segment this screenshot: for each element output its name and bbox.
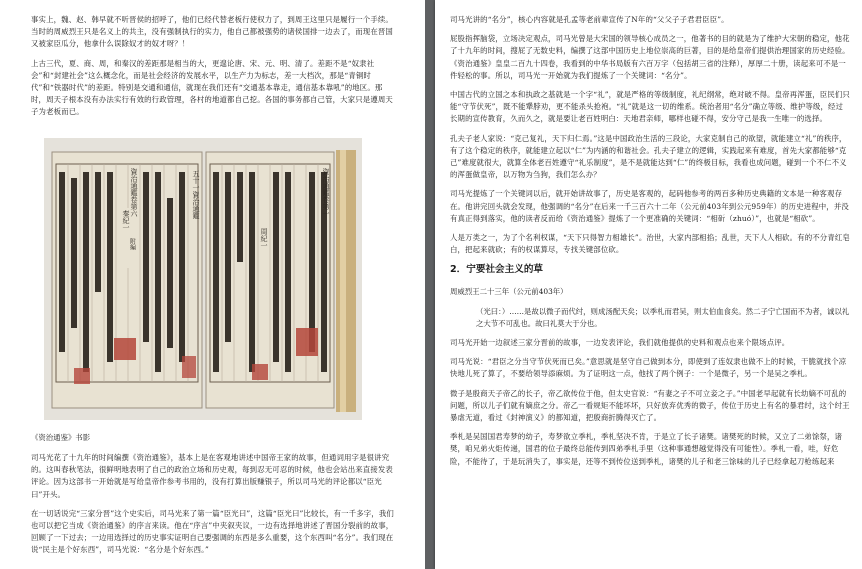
section-heading: 2．宁要社会主义的草 — [450, 264, 544, 276]
paragraph: 季札是吴国国君寿梦的幼子，寿梦欲立季札，季札坚决不肯，于是立了长子诸樊。诸樊死的时候，又立了二弟馀祭，诸樊，咱兄弟火炬传递，国君的位子最终总能传到四弟季札手里（这种事通想越觉得没有可能性）。季札一看，哇，好危险，不能待了，于是玩消失了，事实是，还等不到传位送到季札，诸樊的儿子和老三馀味的儿子已经拿起刀枪练起来 — [450, 432, 843, 466]
right-book-heading: 秦紀一 — [122, 210, 130, 231]
paragraph: 人是万类之一，为了个名利权谋，“天下只得智力相雄长”。治世，大家内部相掐；乱世，天下人人相砍。有的不分青红皂白，把起来就砍；有的权谋算尽，专找关键部位砍。 — [450, 233, 850, 255]
left-top-text — [31, 14, 397, 126]
paragraph: 事实上，魏、赵、韩早就不听晋侯的招呼了，他们已经代替老板行使权力了，到周王这里只是履行一个手续。当时的周威烈王只是名义上的共主，没有强制执行的实力，他自己都被强势的诸侯国排一边去了，而现在晋国又被家臣瓜分，他拿什么误除奴才的奴才呀？！ — [31, 15, 393, 49]
block-quote: （光曰：）……是故以微子而代纣，则成汤配天矣；以季札而君吴，则太伯血食矣。然二子宁亡国而不为者，诚以礼之大节不可乱也。故曰礼莫大于分也。 — [476, 306, 850, 328]
left-book-label: 五十一資治通鑑 — [192, 170, 200, 219]
paragraph: 司马光说：“君臣之分当守节伏死而已矣。”意思就是坚守自己做到本分，即使到了连奴隶也做不上的时候，干脆就找个凉快地儿死了算了，不要给领导添麻烦。为了证明这一点，他找了两个例子：一个是微子，另一个是吴之季札。 — [450, 357, 847, 379]
paragraph: 孔夫子老人家说：“克己复礼，天下归仁焉。”这是中国政治生活的三段论，大家克制自己的欲望，就能建立“礼”的秩序，有了这个稳定的秩序，就能建立起以“仁”为内涵的和谐社会。孔夫子建立的逻辑，实践起来有难度，首先大家都能够“克己”难度就很大，就算全体老百姓遵守“礼乐制度”，是不是就能达到“仁”的终极目标，我看也成问题，碰到一个不仁不义的浑蛋做皇帝，以万物为刍狗，我们怎么办？ — [450, 133, 847, 180]
photo-caption: 《资治通鉴》书影 — [31, 433, 91, 442]
right-page — [435, 0, 862, 569]
page-gutter — [425, 0, 435, 569]
paragraph: 司马光讲的“名分”，核心内容就是孔孟等老前辈宣传了N年的“父父子子君君臣臣”。 — [450, 15, 729, 24]
left-page — [0, 0, 425, 569]
paragraph: 在一切话说完“三家分晋”这个史实后，司马光来了第一篇“臣光曰”，这篇“臣光曰”比较长，有一千多字，我们也可以把它当成《资治通鉴》的序言来读。他在“序言”中夹叙夹议，一边有选择地讲述了晋国分裂前的故事，回顾了一下过去；一边用选择过的历史事实证明自己要强调的东西是多么重要，这个东西叫“名分”。我们现在说“民主是个好东西”，司马光说：“名分是个好东西。” — [31, 508, 394, 555]
left-book-heading: 周紀一 — [260, 228, 268, 249]
paragraph: 司马光开始一边叙述三家分晋前的故事，一边发表评论，我们就他提供的史料和观点也来个限场点评。 — [450, 338, 790, 348]
book-photo — [44, 138, 362, 420]
paragraph: 司马光提炼了一个关键词以后，就开始讲故事了，历史是客观的，起码他参考的两百多种历史典籍的文本是一种客观存在。他讲完回头就会发现，他强调的“名分”在后来一千三百六十二年（公元前403年到公元959年）的历史进程中，并没有真正得到落实，他的读者反而给《资治通鉴》提炼了一个更准确的关键词：“相斫（zhuó）”，也就是“相砍”。 — [450, 189, 849, 223]
right-text — [450, 14, 850, 475]
book-photo-image — [44, 138, 362, 420]
paragraph: 微子是殷商天子帝乙的长子，帝乙欲传位于他，但太史官说：“有妻之子不可立妾之子。”中国老早起就有长幼嫡不可乱的问题，所以儿子们就有嫡庶之分。帝乙一看规矩不能坏坏，只好放弃优秀的微子，传位于历史上有名的暴君纣，这个纣王暴虐无道，看过《封神演义》的都知道，把殷商折腾得灭亡了。 — [450, 388, 850, 423]
paragraph: 司马光花了十九年的时间编撰《资治通鉴》，基本上是在客观地讲述中国帝王家的故事，但通词用字是很讲究的。这叫春秋笔法，很鲜明地表明了自己的政治立场和历史观，每到忍无可忍的时候，他也会站出来直接发表评论。因为这部书一开始就是写给皇帝作参考书用的，没有打算出版赚银子，所以司马光的评论都以“臣光曰”开头。 — [31, 453, 393, 499]
left-bottom-text — [31, 452, 397, 564]
paragraph: 中国古代的立国之本和执政之基就是一个字“礼”，就是严格的等级制度，礼纪纲常，绝对破不得。皇帝再浑蛋，臣民们只能“守节伏死”，既不能犟脖劝，更不能杀头抢袍。“礼”就是这一切的维系。统治者用“名分”确立等级、维护等级，经过长期的宣传教育，久而久之，就是要让老百姓明白：天地君亲师，哪样也碰不得，安分守己是我一生唯一的选择。 — [450, 90, 850, 124]
right-book-sub: 附編 — [128, 238, 136, 250]
paragraph: 屁股指挥脑袋，立场决定观点，司马光曾是大宋国的领导核心成员之一，他著书的目的就是为了维护大宋朝的稳定，他花了十九年的时间，搜屁了无数史料，编撰了这部中国历史上地位崇高的巨著，目的是给皇帝们提供治理国家的历史经验。《资治通鉴》皇皇二百九十四卷，我看到的中华书局版有六百万字（包括胡三省的注释），厚厚二十册，读起来可不是一件轻松的事。所以，司马光一开始就为我们提炼了一个关键词：“名分”。 — [450, 34, 850, 80]
right-book-title: 資治通鑑卷第六 — [130, 168, 138, 217]
left-book-title: 資治通鑑卷第一 — [322, 168, 330, 217]
dateline: 周威烈王二十三年（公元前403年） — [450, 287, 568, 297]
paragraph: 上古三代，夏、商、周，和秦汉的差距那是相当的大，更遑论唐、宋、元、明、清了。差距不是“奴隶社会”和“封建社会”这么概念化，而是社会经济的发展水平，以生产力为标志，差一大档次，那是“青铜时代”和“铁器时代”的差距。特别是交通和通信，就现在我们还有“交通基本靠走，通信基本靠吼”的地区。那时，周天子根本没有办法实行有效的行政管理，各村的地道都自己挖。各国的事务都自己管，大家只是遵周天子为老板而已。 — [31, 58, 393, 117]
